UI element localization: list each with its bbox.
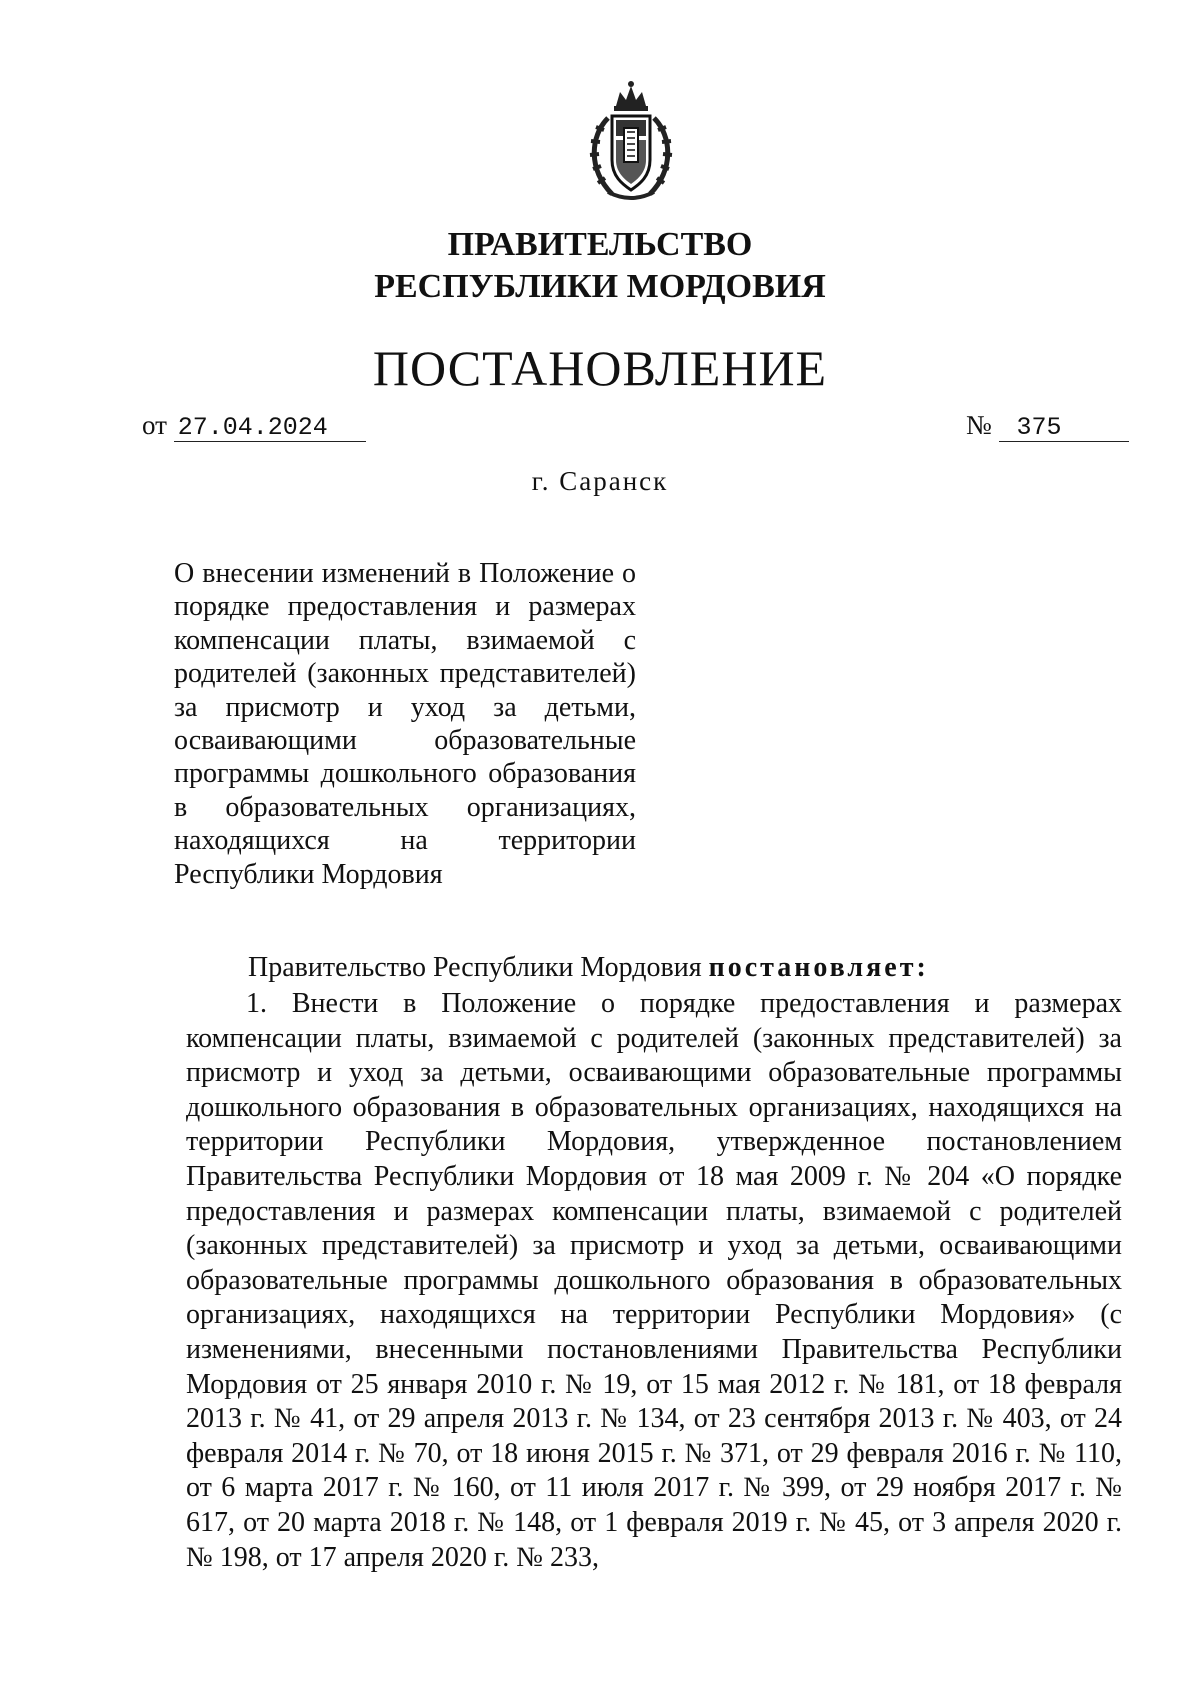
date-value: 27.04.2024	[174, 415, 366, 442]
coat-of-arms-icon	[578, 78, 684, 208]
document-subject: О внесении изменений в Положение о порядке предоставления и размерах компенсации платы, взимаемой с родителей (законных представителей) за присмотр и уход за детьми, осваивающими образовательные программы дошкольного образования в образовательных организациях, находящихся на территории Республики Мордовия	[174, 558, 636, 890]
city-name: г. Саранск	[531, 466, 669, 496]
preamble-emphasis: постановляет:	[708, 952, 929, 983]
date-prefix: от	[142, 410, 167, 440]
organization-name: ПРАВИТЕЛЬСТВО	[447, 226, 753, 263]
document-date	[142, 410, 366, 442]
preamble-text: Правительство Республики Мордовия	[248, 952, 709, 983]
document-number	[966, 410, 1129, 442]
number-prefix: №	[966, 410, 992, 440]
organization-region: РЕСПУБЛИКИ МОРДОВИЯ	[374, 268, 826, 305]
body-paragraph-1: 1. Внести в Положение о порядке предоставления и размерах компенсации платы, взимаемой с родителей (законных представителей) за присмотр и уход за детьми, осваивающими образовательные программы дошкольного образования в образовательных организациях, находящихся на территории Республики Мордовия, утвержденное постановлением Правительства Республики Мордовия от 18 мая 2009 г. № 204 «О порядке предоставления и размерах компенсации платы, взимаемой с родителей (законных представителей) за присмотр и уход за детьми, осваивающими образовательные программы дошкольного образования в образовательных организациях, находящихся на территории Республики Мордовия» (с изменениями, внесенными постановлениями Правительства Республики Мордовия от 25 января 2010 г. № 19, от 15 мая 2012 г. № 181, от 18 февраля 2013 г. № 41, от 29 апреля 2013 г. № 134, от 23 сентября 2013 г. № 403, от 24 февраля 2014 г. № 70, от 18 июня 2015 г. № 371, от 29 февраля 2016 г. № 110, от 6 марта 2017 г. № 160, от 11 июля 2017 г. № 399, от 29 ноября 2017 г. № 617, от 20 марта 2018 г. № 148, от 1 февраля 2019 г. № 45, от 3 апреля 2020 г. № 198, от 17 апреля 2020 г. № 233,	[186, 988, 1122, 1573]
document-type-title: ПОСТАНОВЛЕНИЕ	[372, 340, 828, 396]
preamble	[248, 950, 929, 986]
number-value: 375	[999, 415, 1129, 442]
